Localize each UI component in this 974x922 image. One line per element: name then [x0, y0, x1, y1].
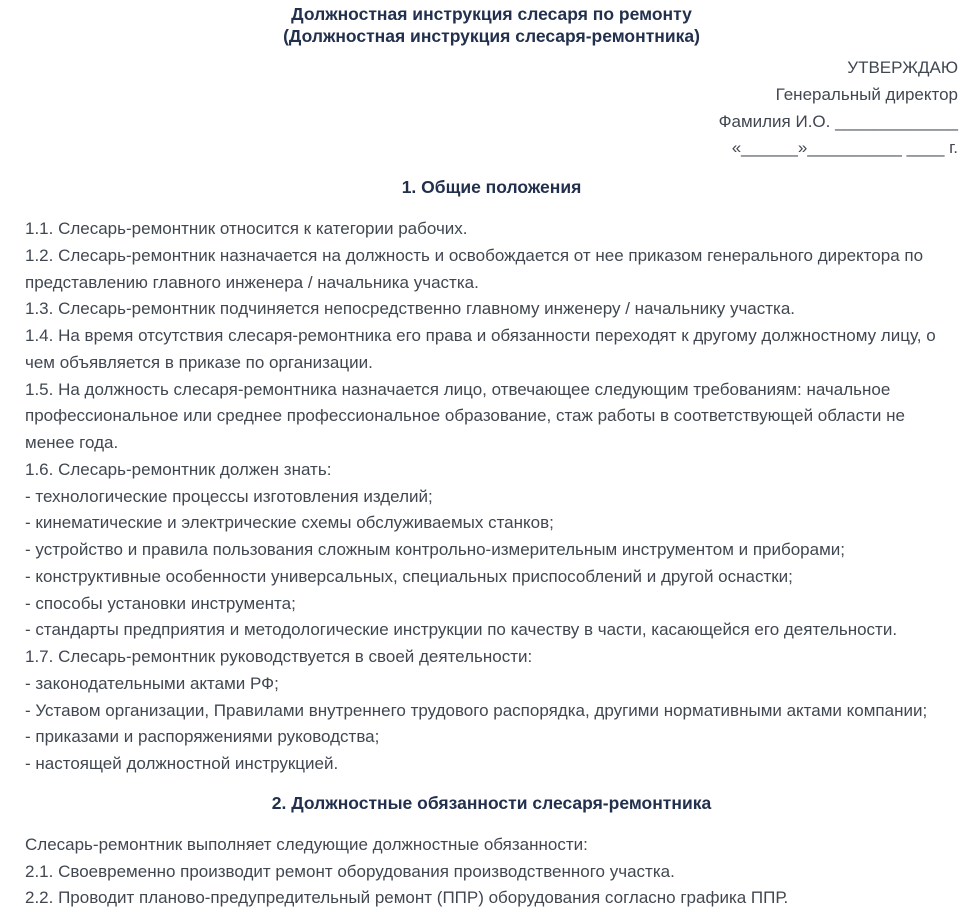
paragraph-1-6: 1.6. Слесарь-ремонтник должен знать: [25, 459, 332, 479]
paragraph-1-5: 1.5. На должность слесаря-ремонтника назначается лицо, отвечающее следующим требованиям: начальное профессиональное или среднее профессиональное образование, стаж работы в соответствующей области не менее года. [25, 379, 905, 452]
section-heading-duties: 2. Должностные обязанности слесаря-ремонтника [271, 792, 712, 813]
approval-date-line: «______»__________ ____ г. [731, 138, 958, 158]
paragraph-2-2: 2.2. Проводит планово-предупредительный ремонт (ППР) оборудования согласно графика ППР. [25, 888, 789, 908]
paragraph-2-intro: Слесарь-ремонтник выполняет следующие должностные обязанности: [25, 834, 588, 854]
section-heading-general-provisions: 1. Общие положения [401, 177, 582, 197]
list-item: - Уставом организации, Правилами внутреннего трудового распорядка, другими нормативными актами компании; [25, 700, 928, 720]
paragraph-1-1: 1.1. Слесарь-ремонтник относится к категории рабочих. [25, 219, 468, 238]
list-item: - конструктивные особенности универсальных, специальных приспособлений и другой оснастки; [25, 566, 793, 586]
paragraph-1-2: 1.2. Слесарь-ремонтник назначается на должность и освобождается от нее приказом генерального директора по представлению главного инженера / начальника участка. [25, 245, 924, 292]
approval-position: Генеральный директор [775, 84, 958, 104]
list-item: - способы установки инструмента; [25, 593, 296, 613]
document-title [25, 4, 958, 47]
list-item: - приказами и распоряжениями руководства; [25, 727, 380, 747]
paragraph-1-7: 1.7. Слесарь-ремонтник руководствуется в своей деятельности: [25, 647, 533, 666]
list-item: - законодательными актами РФ; [25, 673, 279, 693]
paragraph-2-1: 2.1. Своевременно производит ремонт оборудования производственного участка. [25, 861, 675, 881]
list-item: - стандарты предприятия и методологические инструкции по качеству в части, касающейся его деятельности. [25, 620, 898, 640]
approval-stamp: УТВЕРЖДАЮ [847, 58, 958, 77]
list-item: - кинематические и электрические схемы обслуживаемых станков; [25, 513, 554, 533]
approval-block [25, 55, 958, 162]
paragraph-1-3: 1.3. Слесарь-ремонтник подчиняется непосредственно главному инженеру / начальнику участка. [25, 299, 796, 319]
paragraph-1-4: 1.4. На время отсутствия слесаря-ремонтника его права и обязанности переходят к другому должностному лицу, о чем объявляется в приказе по организации. [25, 326, 936, 372]
document-title-line1: Должностная инструкция слесаря по ремонту [291, 4, 692, 24]
list-item: - настоящей должностной инструкцией. [25, 754, 339, 773]
list-item: - технологические процессы изготовления изделий; [25, 486, 433, 506]
list-item: - устройство и правила пользования сложным контрольно-измерительным инструментом и приборами; [25, 540, 845, 559]
approval-name-line: Фамилия И.О. _____________ [718, 111, 958, 131]
document-title-line2: (Должностная инструкция слесаря-ремонтника) [283, 25, 700, 46]
